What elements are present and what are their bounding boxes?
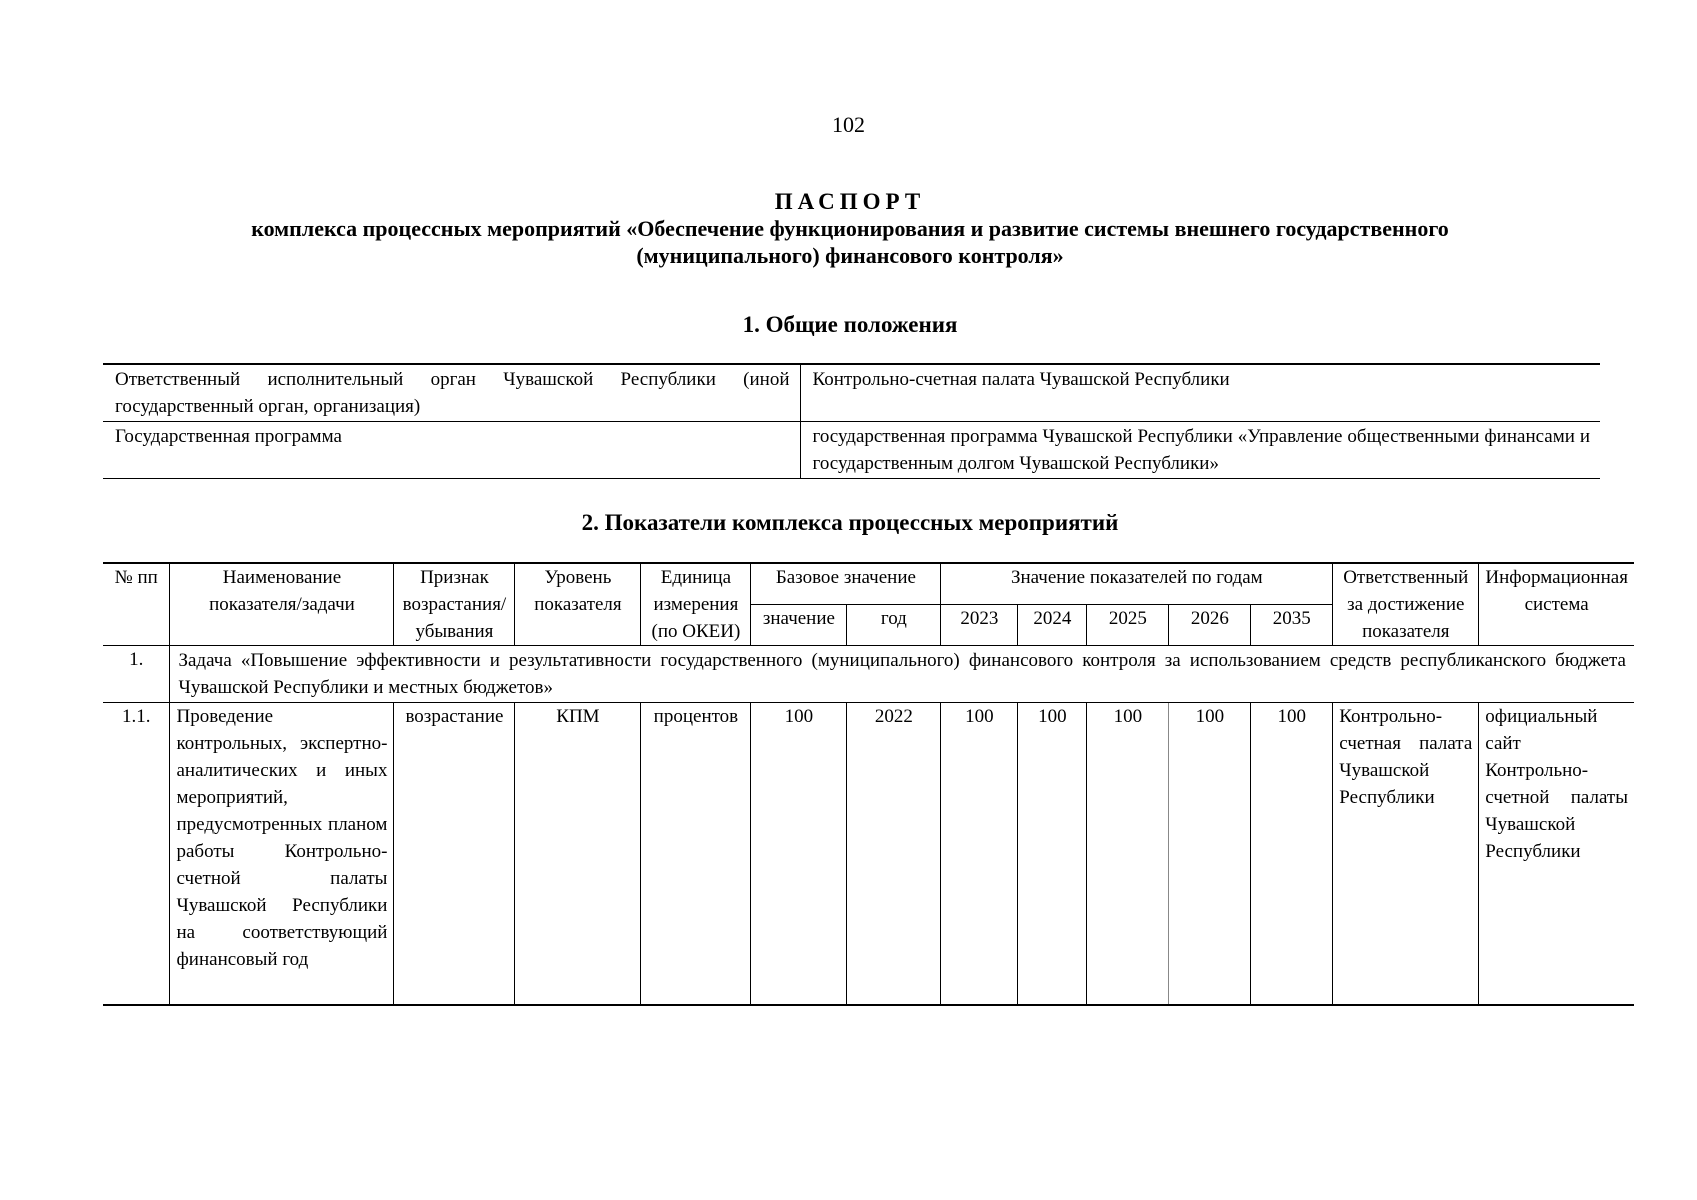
indicator-unit: процентов xyxy=(641,703,751,1006)
indicator-level: КПМ xyxy=(515,703,641,1006)
indicator-name: Проведение контрольных, экспертно-аналитических и иных мероприятий, предусмотренных планом работы Контрольно-счетной палаты Чувашской Республики на соответствующий финансовый год xyxy=(170,703,394,1006)
header-num: № пп xyxy=(103,563,170,646)
indicator-info-system: официальный сайт Контрольно-счетной палаты Чувашской Республики xyxy=(1479,703,1634,1006)
header-base-year: год xyxy=(847,605,941,646)
indicator-responsible: Контрольно-счетная палата Чувашской Республики xyxy=(1333,703,1479,1006)
task-num: 1. xyxy=(103,646,170,703)
indicators-table xyxy=(103,562,1634,1006)
header-year: 2023 xyxy=(941,605,1018,646)
header-year: 2025 xyxy=(1087,605,1169,646)
header-year: 2035 xyxy=(1251,605,1333,646)
general-label: Ответственный исполнительный орган Чувашской Республики (иной государственный орган, организация) xyxy=(115,369,790,417)
header-info-system: Информационная система xyxy=(1479,563,1634,646)
indicator-base-year: 2022 xyxy=(847,703,941,1006)
indicator-value-2023: 100 xyxy=(941,703,1018,1006)
indicator-value-2035: 100 xyxy=(1251,703,1333,1006)
header-row xyxy=(103,563,1634,605)
header-base: Базовое значение xyxy=(751,563,941,605)
header-unit: Единица измерения (по ОКЕИ) xyxy=(641,563,751,646)
header-year: 2026 xyxy=(1169,605,1251,646)
indicator-row xyxy=(103,703,1634,1006)
general-label: Государственная программа xyxy=(103,422,800,479)
header-years-group: Значение показателей по годам xyxy=(941,563,1333,605)
indicator-value-2026: 100 xyxy=(1169,703,1251,1006)
indicator-base-value: 100 xyxy=(751,703,847,1006)
section-2-heading: 2. Показатели комплекса процессных мероприятий xyxy=(581,510,1119,535)
task-row xyxy=(103,646,1634,703)
indicator-trend: возрастание xyxy=(394,703,515,1006)
task-text: Задача «Повышение эффективности и результативности государственного (муниципального) финансового контроля за использованием средств республиканского бюджета Чувашской Республики и местных бюджетов» xyxy=(170,646,1634,703)
indicator-value-2024: 100 xyxy=(1018,703,1087,1006)
document-title xyxy=(100,188,1600,269)
section-1-heading: 1. Общие положения xyxy=(742,312,958,337)
title-line-1: комплекса процессных мероприятий «Обеспечение функционирования и развитие системы внешнего государственного xyxy=(251,216,1449,241)
header-trend: Признак возрастания/убывания xyxy=(394,563,515,646)
table-row xyxy=(103,364,1600,422)
title-main: ПАСПОРТ xyxy=(774,189,926,214)
indicator-value-2025: 100 xyxy=(1087,703,1169,1006)
header-year: 2024 xyxy=(1018,605,1087,646)
indicator-num: 1.1. xyxy=(103,703,170,1006)
table-row xyxy=(103,422,1600,479)
general-provisions-table xyxy=(103,363,1600,479)
header-name: Наименование показателя/задачи xyxy=(170,563,394,646)
page-number: 102 xyxy=(832,112,865,137)
header-base-value: значение xyxy=(751,605,847,646)
title-line-2: (муниципального) финансового контроля» xyxy=(636,243,1064,268)
header-level: Уровень показателя xyxy=(515,563,641,646)
general-value: государственная программа Чувашской Республики «Управление общественными финансами и государственным долгом Чувашской Республики» xyxy=(800,422,1600,479)
header-responsible: Ответственный за достижение показателя xyxy=(1333,563,1479,646)
general-value: Контрольно-счетная палата Чувашской Республики xyxy=(800,364,1600,422)
